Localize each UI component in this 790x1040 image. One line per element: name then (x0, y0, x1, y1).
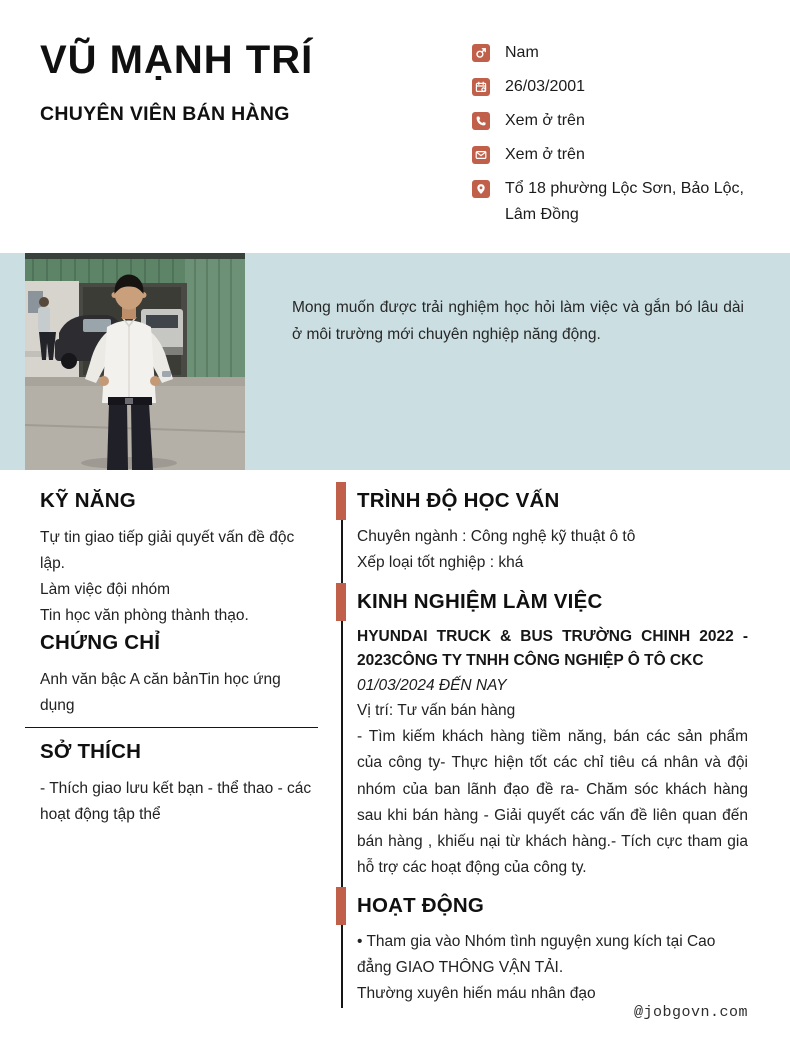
contact-value-email: Xem ở trên (505, 146, 585, 163)
experience-position: Vị trí: Tư vấn bán hàng (357, 702, 516, 719)
experience-heading (336, 590, 748, 614)
experience-heading-label: KINH NGHIỆM LÀM VIỆC (357, 590, 603, 613)
education-heading (336, 489, 748, 513)
certificates-heading: CHỨNG CHỈ (40, 631, 161, 654)
watermark: @jobgovn.com (633, 1004, 748, 1021)
contact-item-phone (472, 108, 757, 134)
experience-section (336, 590, 748, 882)
right-column (336, 487, 748, 1007)
skills-heading: KỸ NĂNG (40, 489, 136, 512)
contact-value-birthday: 26/03/2001 (505, 78, 586, 95)
hobbies-heading: SỞ THÍCH (40, 740, 142, 763)
education-heading-label: TRÌNH ĐỘ HỌC VẤN (357, 489, 560, 512)
section-accent-bar (336, 583, 346, 621)
section-accent-bar (336, 887, 346, 925)
education-section (336, 489, 748, 576)
left-divider (25, 727, 318, 728)
activity-line: • Tham gia vào Nhóm tình nguyện xung kích tại Cao đẳng GIAO THÔNG VẬN TẢI. (357, 932, 716, 976)
contact-item-address (472, 176, 757, 228)
skill-item: Tin học văn phòng thành thạo. (40, 607, 249, 624)
contact-value-gender: Nam (505, 44, 539, 61)
profile-band (0, 253, 790, 470)
activities-heading-label: HOẠT ĐỘNG (357, 893, 485, 917)
experience-company: HYUNDAI TRUCK & BUS TRƯỜNG CHINH 2022 - 2023CÔNG TY TNHH CÔNG NGHIỆP Ô TÔ CKC (357, 628, 748, 669)
experience-period: 01/03/2024 ĐẾN NAY (357, 677, 507, 694)
left-column (25, 487, 318, 828)
skill-item: Tự tin giao tiếp giải quyết vấn đề độc lập. (40, 529, 295, 572)
activity-line: Thường xuyên hiến máu nhân đạo (357, 984, 596, 1002)
profile-photo-illustration (25, 253, 245, 470)
contact-list (472, 40, 757, 236)
calendar-icon (472, 78, 490, 96)
profile-photo (25, 253, 245, 470)
education-line: Xếp loại tốt nghiệp : khá (357, 554, 524, 571)
contact-item-email (472, 142, 757, 168)
section-accent-bar (336, 482, 346, 520)
activities-section (336, 894, 748, 1007)
job-title: CHUYÊN VIÊN BÁN HÀNG (40, 103, 290, 125)
contact-item-gender (472, 40, 757, 66)
experience-description: - Tìm kiếm khách hàng tiềm năng, bán các sản phẩm của công ty- Thực hiện tốt các chỉ tiêu cá nhân và đội nhóm của ban lãnh đạo đề ra- Chăm sóc khách hàng sau khi bán hàng - Giải quyết các vấn đề liên quan đến bán hàng , khiếu nại từ khách hàng.- Tích cực tham gia hỗ trợ các hoạt động của công ty. (357, 728, 748, 877)
email-icon (472, 146, 490, 164)
certificate-item: Anh văn bậc A căn bảnTin học ứng dụng (40, 671, 281, 714)
hobby-item: - Thích giao lưu kết bạn - thể thao - các hoạt động tập thể (40, 780, 312, 823)
activities-heading (336, 894, 748, 918)
contact-value-address: Tổ 18 phường Lộc Sơn, Bảo Lộc, Lâm Đồng (505, 180, 744, 223)
phone-icon (472, 112, 490, 130)
contact-value-phone: Xem ở trên (505, 112, 585, 129)
contact-item-birthday (472, 74, 757, 100)
education-line: Chuyên ngành : Công nghệ kỹ thuật ô tô (357, 528, 636, 545)
gender-icon (472, 44, 490, 62)
objective-text: Mong muốn được trải nghiệm học hỏi làm việc và gắn bó lâu dài ở môi trường mới chuyên nghiệp năng động. (292, 299, 744, 343)
full-name: VŨ MẠNH TRÍ (40, 38, 314, 82)
skill-item: Làm việc đội nhóm (40, 581, 171, 598)
location-icon (472, 180, 490, 198)
